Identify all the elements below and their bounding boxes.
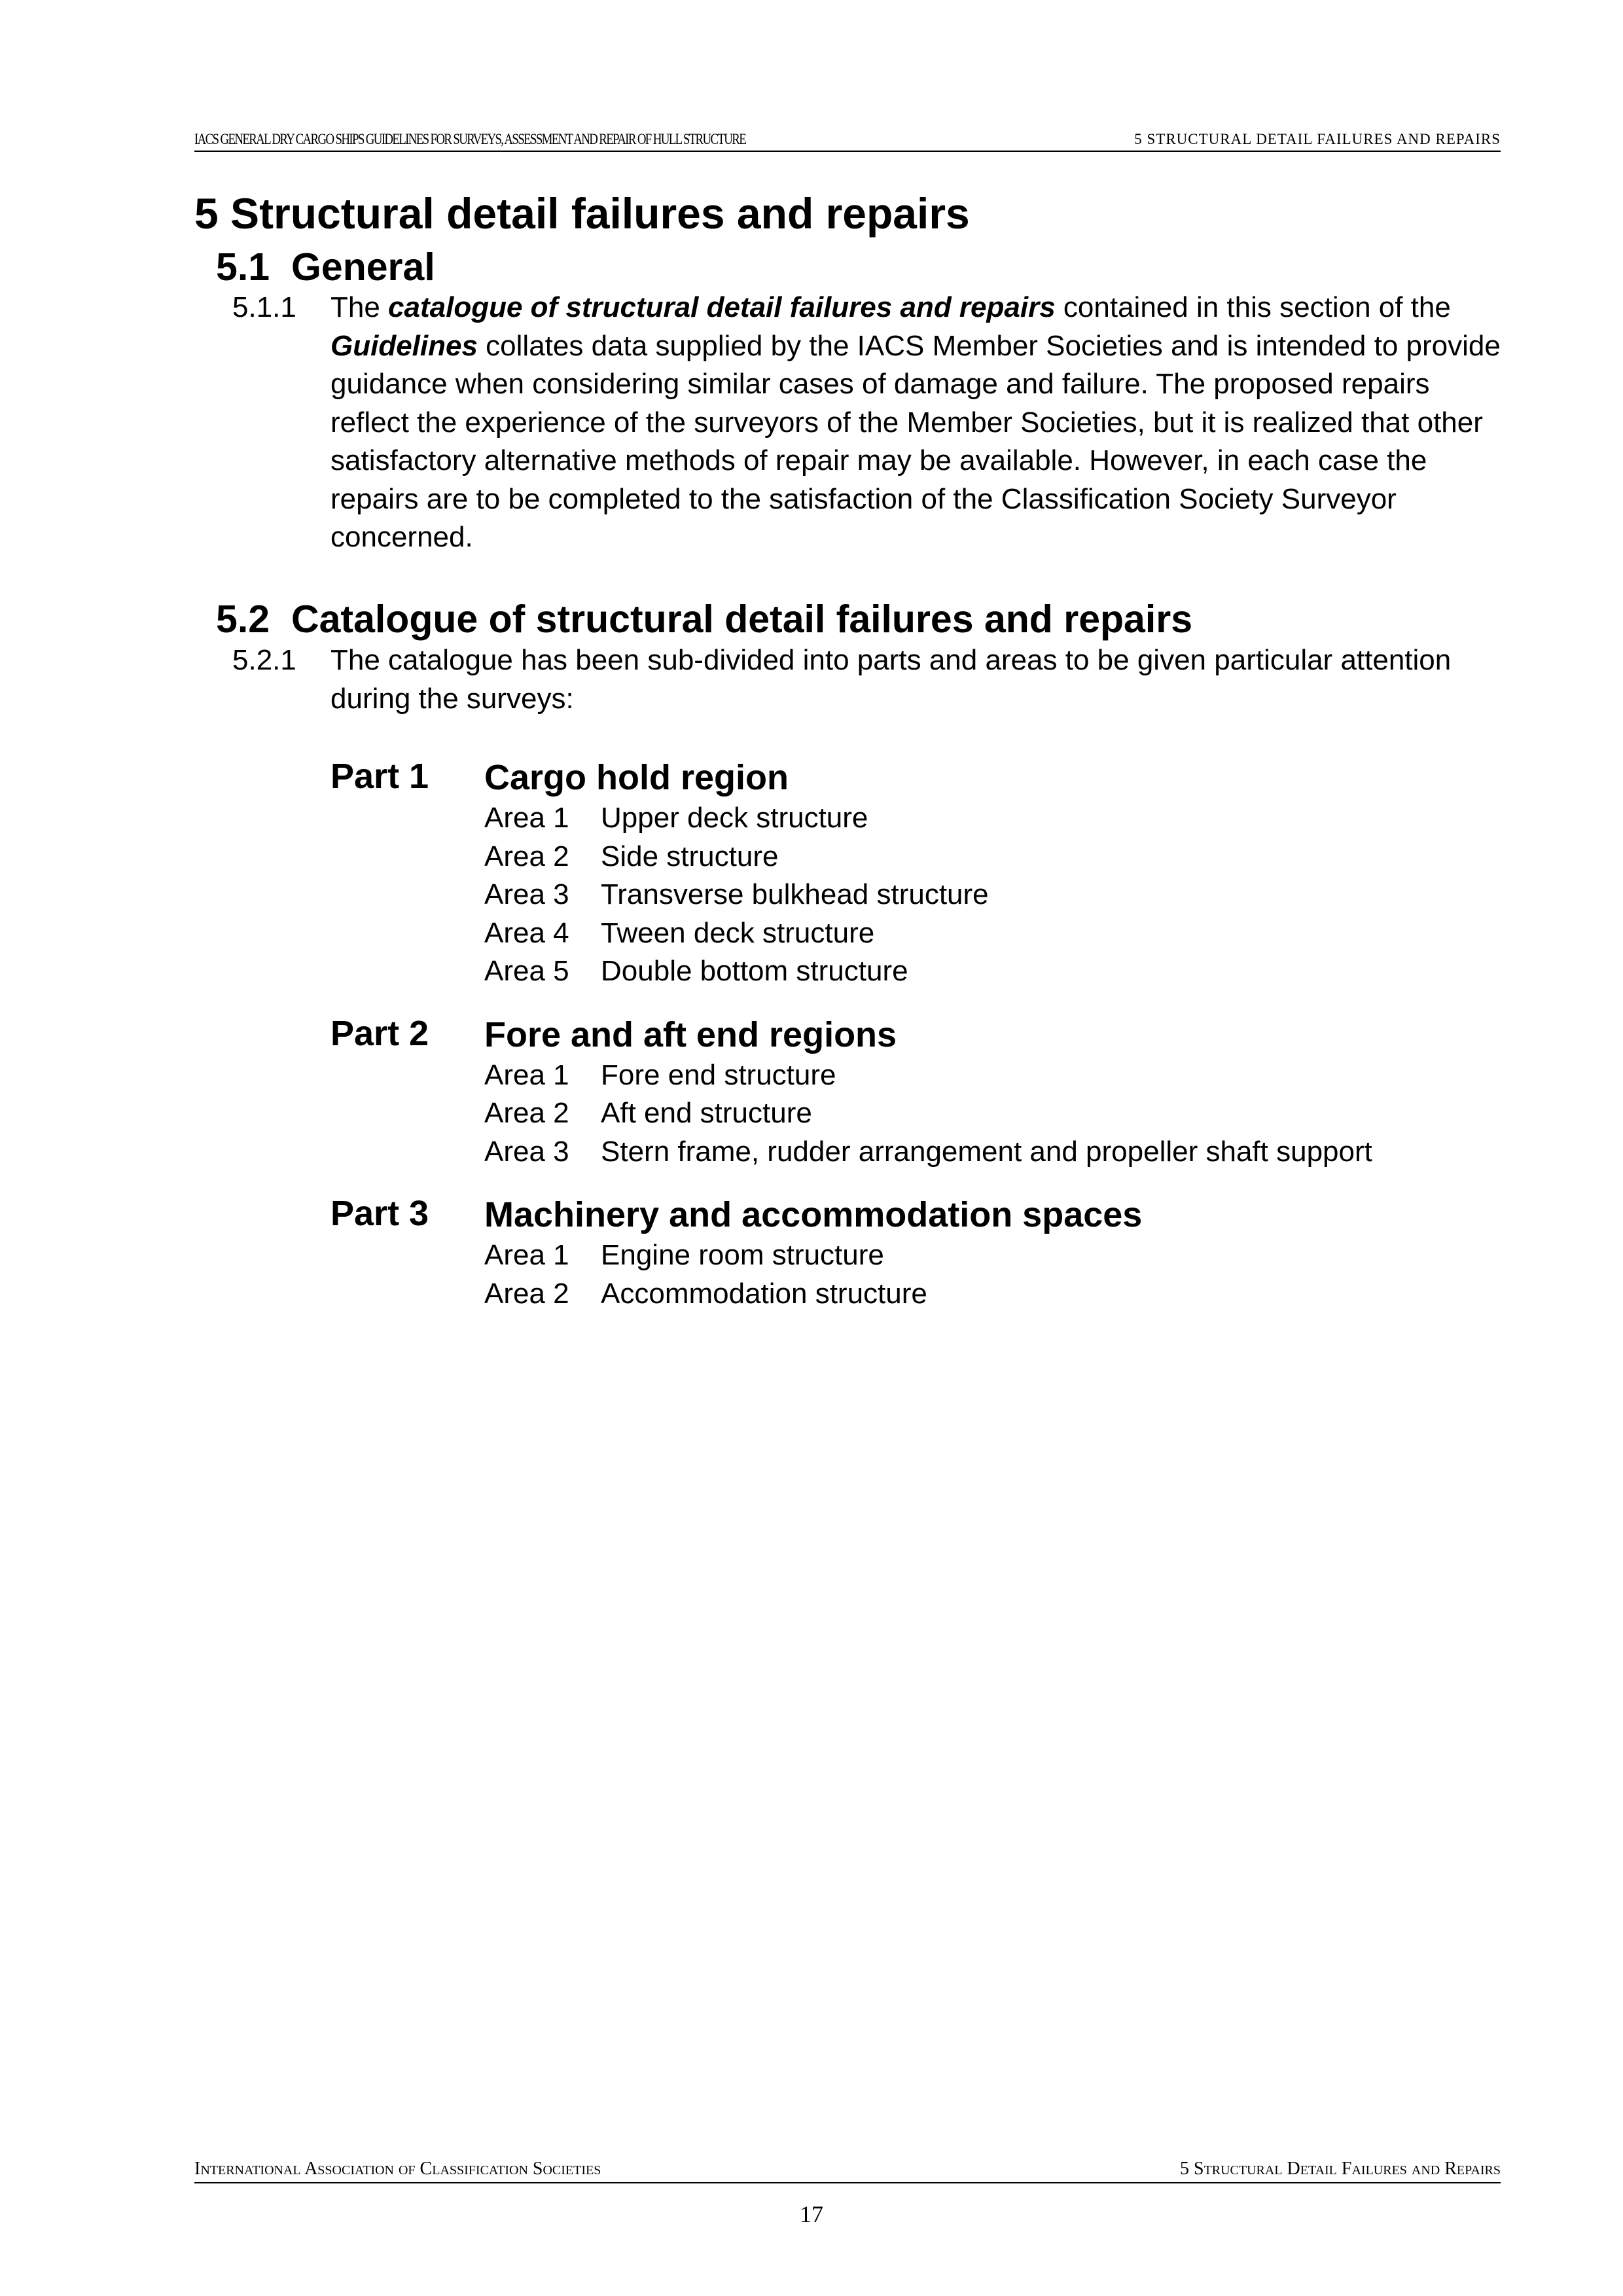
area-number: Area 5 xyxy=(484,955,569,987)
running-footer xyxy=(194,2160,1501,2183)
header-right-text: 5 STRUCTURAL DETAIL FAILURES AND REPAIRS xyxy=(1134,131,1501,147)
part-item xyxy=(330,1013,1508,1172)
paragraph-text: The catalogue has been sub-divided into parts and areas to be given particular attention during the surveys: xyxy=(330,644,1452,715)
part-title: Machinery and accommodation spaces xyxy=(484,1195,1143,1234)
area-name: Double bottom structure xyxy=(601,955,908,987)
running-header xyxy=(194,128,1501,152)
area-number: Area 1 xyxy=(484,1058,569,1091)
area-number: Area 4 xyxy=(484,916,569,949)
area-item xyxy=(484,914,1508,953)
part-label: Part 2 xyxy=(330,1013,429,1053)
area-item xyxy=(484,838,1508,876)
area-name: Tween deck structure xyxy=(601,916,875,949)
area-number: Area 1 xyxy=(484,802,569,834)
area-item xyxy=(484,799,1508,838)
part-label: Part 1 xyxy=(330,757,429,796)
part-item xyxy=(330,756,1508,991)
area-item xyxy=(484,1133,1508,1172)
area-item xyxy=(484,952,1508,991)
area-item xyxy=(484,1056,1508,1095)
paragraph-number: 5.1.1 xyxy=(232,291,296,323)
part-title: Cargo hold region xyxy=(484,758,789,797)
area-item xyxy=(484,1275,1508,1314)
area-item xyxy=(484,876,1508,914)
area-number: Area 2 xyxy=(484,1097,569,1129)
footer-right-text: 5 Structural Detail Failures and Repairs xyxy=(1179,2159,1501,2179)
paragraph-text: The catalogue of structural detail failures and repairs contained in this section of the Guidelines collates data supplied by the IACS Member Societies and is intended to provide guidance when considering similar cases of damage and failure. The proposed repairs reflect the experience of the surveyors of the Member Societies, but it is realized that other satisfactory alternative methods of repair may be available. However, in each case the repairs are to be completed to the satisfaction of the Classification Society Surveyor concerned. xyxy=(330,291,1501,553)
emphasis-guidelines: Guidelines xyxy=(330,329,478,362)
area-name: Fore end structure xyxy=(601,1058,836,1091)
emphasis-catalogue: catalogue of structural detail failures and repairs xyxy=(388,291,1056,323)
section-title: General xyxy=(291,245,435,289)
area-name: Accommodation structure xyxy=(601,1277,927,1310)
area-number: Area 2 xyxy=(484,840,569,872)
area-item xyxy=(484,1236,1508,1275)
paragraph-5-1-1 xyxy=(232,289,1505,564)
area-number: Area 2 xyxy=(484,1277,569,1310)
area-name: Stern frame, rudder arrangement and propeller shaft support xyxy=(601,1135,1372,1168)
section-title: Catalogue of structural detail failures and repairs xyxy=(291,598,1193,641)
parts-list xyxy=(330,756,1508,1335)
part-title: Fore and aft end regions xyxy=(484,1014,897,1054)
area-name: Transverse bulkhead structure xyxy=(601,878,989,910)
area-number: Area 1 xyxy=(484,1239,569,1271)
part-label: Part 3 xyxy=(330,1194,429,1233)
section-heading-5-2 xyxy=(216,597,1192,641)
section-number: 5.2 xyxy=(216,598,270,641)
area-number: Area 3 xyxy=(484,878,569,910)
part-item xyxy=(330,1193,1508,1313)
page-number: 17 xyxy=(800,2201,823,2227)
section-heading-5-1 xyxy=(216,245,435,289)
area-name: Side structure xyxy=(601,840,779,872)
paragraph-5-2-1 xyxy=(232,641,1505,720)
chapter-title: 5 Structural detail failures and repairs xyxy=(194,189,970,238)
section-number: 5.1 xyxy=(216,245,270,289)
area-name: Aft end structure xyxy=(601,1097,812,1129)
area-name: Upper deck structure xyxy=(601,802,868,834)
area-item xyxy=(484,1094,1508,1133)
area-name: Engine room structure xyxy=(601,1239,884,1271)
header-left-text: IACS GENERAL DRY CARGO SHIPS GUIDELINES FOR SURVEYS, ASSESSMENT AND REPAIR OF HULL STRUCTURE xyxy=(194,131,746,147)
footer-left-text: International Association of Classification Societies xyxy=(194,2159,601,2179)
area-number: Area 3 xyxy=(484,1135,569,1168)
paragraph-number: 5.2.1 xyxy=(232,644,296,676)
